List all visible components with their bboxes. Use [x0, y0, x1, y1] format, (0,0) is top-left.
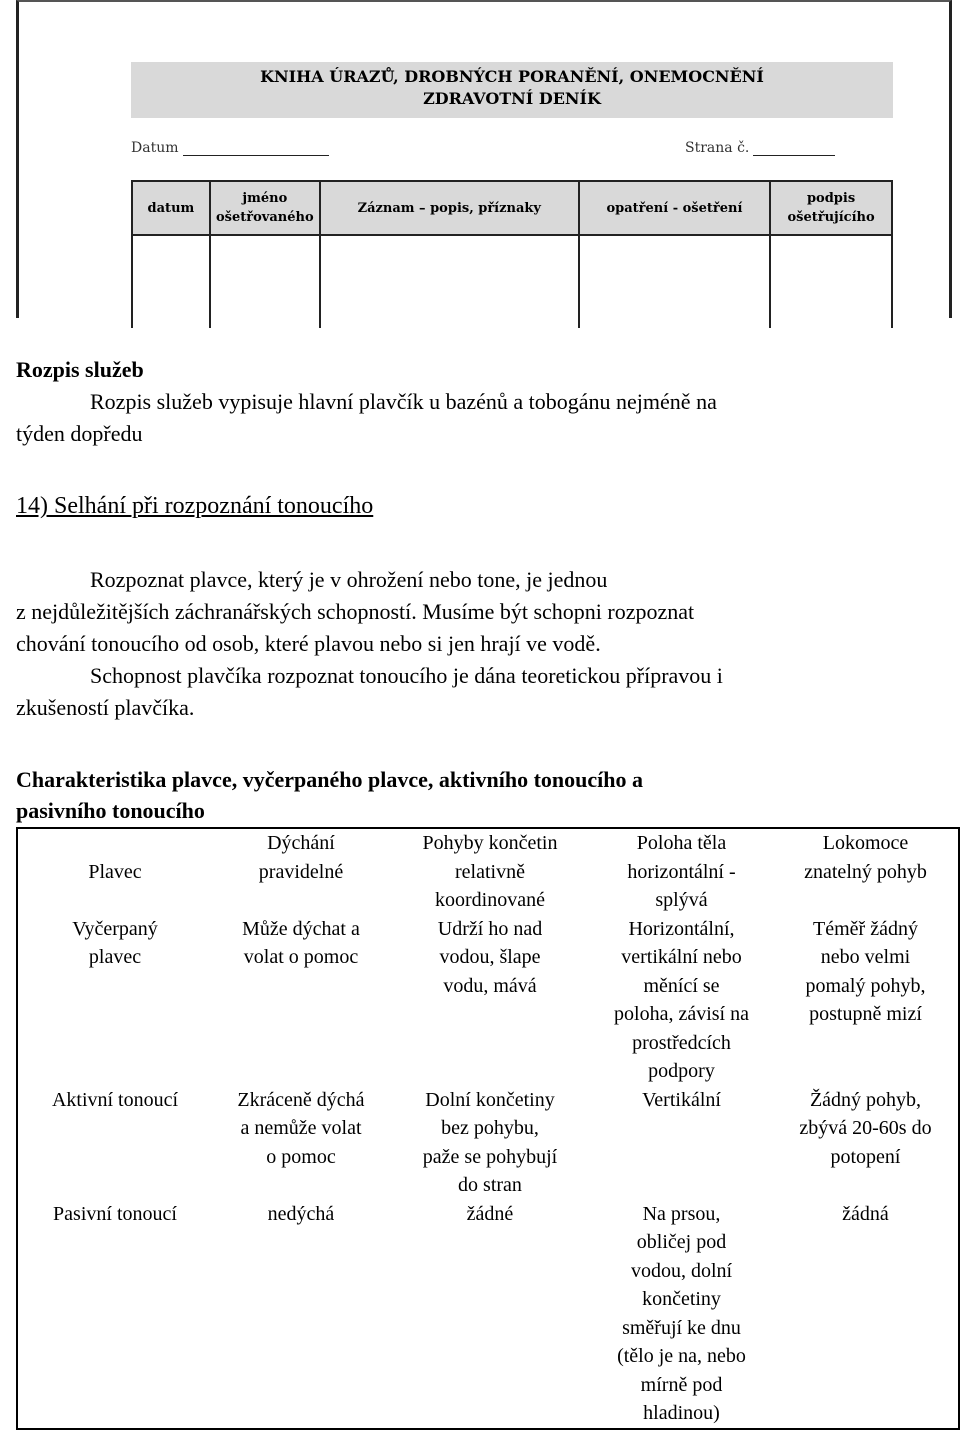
form-table-header [132, 181, 892, 235]
cell-line: nedýchá [267, 1202, 335, 1225]
cell-line: Vertikální [642, 1088, 721, 1111]
form-page-line [753, 141, 835, 156]
table-row [17, 858, 959, 915]
cell-line: prostředcích [632, 1031, 731, 1054]
cell-line: měnící se [643, 974, 720, 997]
cell-line: vertikální nebo [621, 946, 742, 968]
cell-line: do stran [458, 1174, 522, 1196]
form-cell [770, 235, 892, 328]
column-header [17, 828, 212, 858]
table-cell [390, 858, 590, 915]
cell-line: o pomoc [266, 1145, 336, 1168]
rozpis-line: týden dopředu [16, 421, 143, 446]
table-cell [390, 1086, 590, 1200]
form-page-field [685, 140, 835, 156]
rozpis-title: Rozpis služeb [16, 357, 144, 382]
form-cell [320, 235, 579, 328]
rozpis-section [16, 354, 942, 450]
cell-line: Žádný pohyb, [809, 1088, 922, 1111]
form-page-label: Strana č. [685, 140, 750, 156]
cell-line: bez pohybu, [441, 1117, 539, 1139]
table-cell [773, 1086, 959, 1200]
cell-line: Plavec [88, 860, 142, 883]
cell-line: žádné [466, 1202, 514, 1225]
table-cell [212, 1086, 390, 1200]
table-cell [773, 858, 959, 915]
table-cell [590, 858, 773, 915]
form-cell [579, 235, 770, 328]
table-cell [590, 1086, 773, 1200]
table-cell [590, 1200, 773, 1429]
form-date-field [131, 140, 329, 156]
cell-line: hladinou) [643, 1402, 720, 1424]
section14-line: z nejdůležitějších záchranářských schopností. Musíme být schopni rozpoznat [16, 599, 695, 624]
cell-line: a nemůže volat [240, 1117, 362, 1139]
cell-line: vodou, šlape [439, 946, 541, 968]
cell-line: podpory [648, 1060, 715, 1082]
table-cell [212, 1200, 390, 1429]
injury-book-form-image [16, 0, 952, 318]
cell-line: končetiny [642, 1288, 721, 1310]
table-cell [390, 1200, 590, 1429]
column-header: Dýchání [212, 828, 390, 858]
rozpis-line: Rozpis služeb vypisuje hlavní plavčík u bazénů a tobogánu nejméně na [90, 389, 717, 414]
column-header: Pohyby končetin [390, 828, 590, 858]
form-col-measures: opatření - ošetření [579, 181, 770, 235]
table-cell [17, 1200, 212, 1429]
form-title-line1: KNIHA ÚRAZŮ, DROBNÝCH PORANĚNÍ, ONEMOCNĚNÍ [260, 67, 764, 86]
cell-line: relativně [455, 860, 525, 883]
cell-line: splývá [655, 889, 708, 911]
cell-line: (tělo je na, nebo [617, 1345, 746, 1367]
cell-line: Na prsou, [642, 1202, 721, 1225]
characteristics-heading [16, 764, 942, 826]
cell-line: poloha, závisí na [614, 1003, 749, 1025]
table-row [17, 1200, 959, 1429]
column-header: Lokomoce [773, 828, 959, 858]
cell-line: znatelný pohyb [804, 860, 927, 883]
table-cell [773, 1200, 959, 1429]
section14-heading: 14) Selhání při rozpoznání tonoucího [16, 493, 374, 519]
form-col-name: jméno ošetřovaného [210, 181, 320, 235]
form-title-banner [131, 62, 893, 118]
cell-line: koordinované [435, 889, 545, 911]
section14-paragraph [16, 564, 942, 724]
form-col-record: Záznam – popis, příznaky [320, 181, 579, 235]
cell-line: žádná [842, 1202, 889, 1225]
form-date-line [183, 141, 329, 156]
form-col-signature: podpis ošetřujícího [770, 181, 892, 235]
table-cell [590, 915, 773, 1086]
characteristics-heading-line: pasivního tonoucího [16, 798, 205, 823]
cell-line: paže se pohybují [422, 1145, 558, 1168]
cell-line: postupně mizí [809, 1003, 922, 1025]
table-cell [390, 915, 590, 1086]
cell-line: pravidelné [258, 860, 344, 883]
cell-line: obličej pod [636, 1231, 727, 1253]
characteristics-heading-line: Charakteristika plavce, vyčerpaného plavce, aktivního tonoucího a [16, 767, 644, 792]
section14-line: Rozpoznat plavce, který je v ohrožení nebo tone, je jednou [90, 567, 608, 592]
table-row [17, 915, 959, 1086]
cell-line: Zkráceně dýchá [237, 1088, 365, 1111]
form-col-date: datum [132, 181, 210, 235]
characteristics-table [16, 827, 960, 1430]
form-cell [132, 235, 210, 328]
form-table-empty-row [132, 235, 892, 328]
table-cell [17, 1086, 212, 1200]
cell-line: potopení [830, 1145, 901, 1168]
cell-line: Horizontální, [628, 917, 735, 940]
form-title-line2: ZDRAVOTNÍ DENÍK [423, 89, 601, 108]
cell-line: Téměř žádný [813, 917, 918, 940]
cell-line: plavec [88, 946, 142, 968]
section14-line: Schopnost plavčíka rozpoznat tonoucího je dána teoretickou přípravou i [90, 663, 723, 688]
cell-line: horizontální - [627, 860, 736, 883]
cell-line: Udrží ho nad [437, 917, 543, 940]
cell-line: mírně pod [640, 1373, 723, 1396]
cell-line: Může dýchat a [242, 917, 360, 940]
form-table [131, 180, 893, 328]
section14-line: chování tonoucího od osob, které plavou nebo si jen hrají ve vodě. [16, 631, 601, 656]
form-cell [210, 235, 320, 328]
column-header: Poloha těla [590, 828, 773, 858]
form-date-label: Datum [131, 140, 179, 156]
cell-line: pomalý pohyb, [805, 974, 926, 997]
cell-line: vodou, dolní [630, 1259, 733, 1282]
table-cell [17, 915, 212, 1086]
cell-line: zbývá 20-60s do [799, 1117, 932, 1139]
cell-line: volat o pomoc [243, 946, 359, 968]
section14-line: zkušeností plavčíka. [16, 695, 195, 720]
cell-line: Pasivní tonoucí [53, 1202, 177, 1225]
cell-line: nebo velmi [820, 946, 911, 968]
cell-line: vodu, mává [443, 974, 537, 997]
cell-line: Vyčerpaný [72, 917, 158, 940]
characteristics-header-row [17, 828, 959, 858]
section14-heading-wrap [16, 490, 942, 522]
table-cell [212, 915, 390, 1086]
cell-line: směřují ke dnu [622, 1316, 741, 1339]
cell-line: Aktivní tonoucí [51, 1088, 179, 1111]
table-cell [17, 858, 212, 915]
table-cell [773, 915, 959, 1086]
table-cell [212, 858, 390, 915]
table-row [17, 1086, 959, 1200]
cell-line: Dolní končetiny [425, 1088, 555, 1111]
